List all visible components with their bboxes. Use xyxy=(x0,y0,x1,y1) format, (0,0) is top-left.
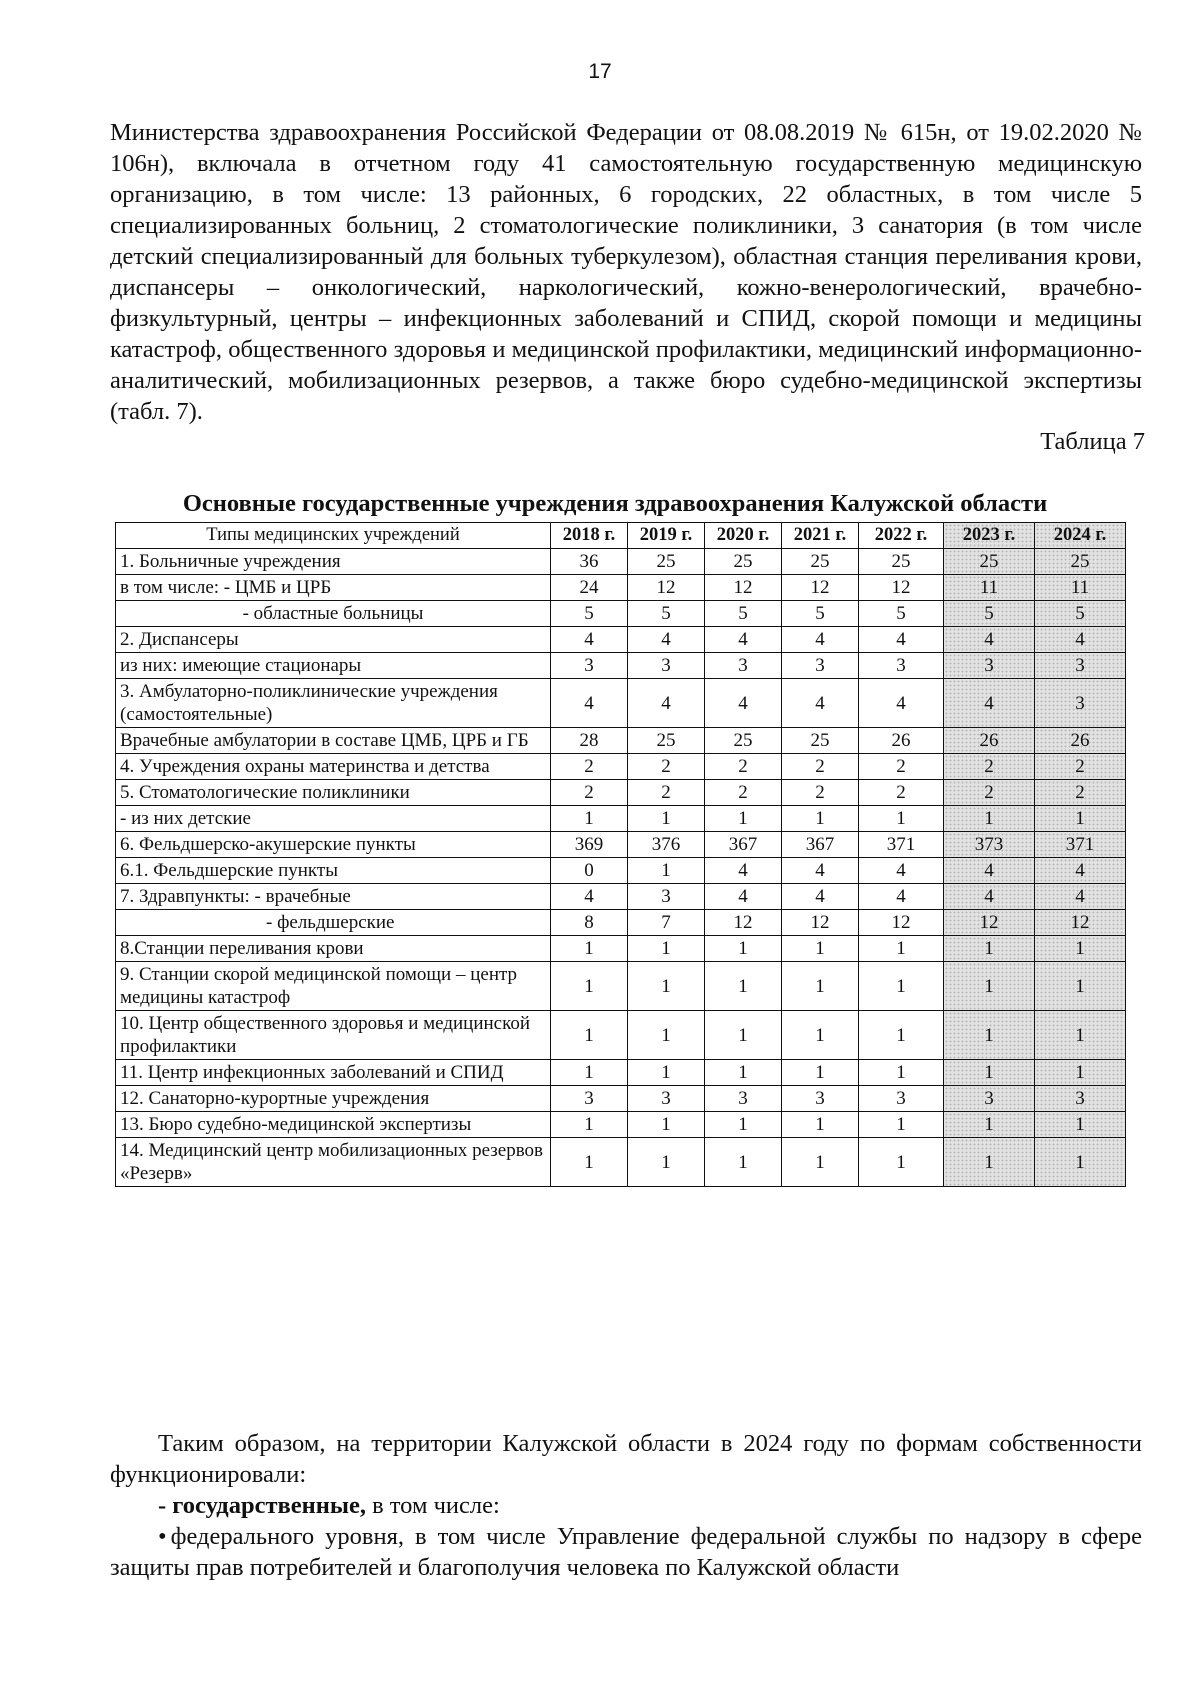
table-row xyxy=(116,884,1126,910)
cell-value: 4 xyxy=(1035,858,1126,884)
cell-value: 1 xyxy=(1035,806,1126,832)
cell-value: 1 xyxy=(944,962,1035,1011)
cell-value: 1 xyxy=(782,1060,859,1086)
cell-value: 1 xyxy=(859,1112,944,1138)
row-name: - из них детские xyxy=(116,806,551,832)
table-row xyxy=(116,780,1126,806)
cell-value: 2 xyxy=(628,780,705,806)
row-name: 11. Центр инфекционных заболеваний и СПИД xyxy=(116,1060,551,1086)
cell-value: 2 xyxy=(1035,780,1126,806)
table-row xyxy=(116,627,1126,653)
ownership-line xyxy=(110,1490,1142,1521)
cell-value: 3 xyxy=(551,653,628,679)
cell-value: 1 xyxy=(628,1138,705,1187)
cell-value: 25 xyxy=(705,549,782,575)
cell-value: 1 xyxy=(551,1138,628,1187)
cell-value: 25 xyxy=(628,728,705,754)
header-year: 2018 г. xyxy=(551,523,628,549)
cell-value: 4 xyxy=(782,627,859,653)
cell-value: 25 xyxy=(1035,549,1126,575)
cell-value: 5 xyxy=(628,601,705,627)
cell-value: 12 xyxy=(859,910,944,936)
table-row xyxy=(116,549,1126,575)
bullet-item xyxy=(110,1521,1142,1583)
table-row xyxy=(116,858,1126,884)
row-name: Врачебные амбулатории в составе ЦМБ, ЦРБ и ГБ xyxy=(116,728,551,754)
cell-value: 4 xyxy=(944,884,1035,910)
table-row xyxy=(116,832,1126,858)
cell-value: 1 xyxy=(1035,1060,1126,1086)
cell-value: 3 xyxy=(628,653,705,679)
institutions-table xyxy=(115,522,1126,1187)
cell-value: 2 xyxy=(782,780,859,806)
cell-value: 12 xyxy=(705,575,782,601)
cell-value: 5 xyxy=(551,601,628,627)
cell-value: 2 xyxy=(944,780,1035,806)
cell-value: 25 xyxy=(944,549,1035,575)
cell-value: 4 xyxy=(782,858,859,884)
table-row xyxy=(116,910,1126,936)
cell-value: 1 xyxy=(1035,936,1126,962)
cell-value: 1 xyxy=(705,1112,782,1138)
cell-value: 12 xyxy=(944,910,1035,936)
cell-value: 4 xyxy=(944,627,1035,653)
cell-value: 3 xyxy=(1035,653,1126,679)
cell-value: 1 xyxy=(628,962,705,1011)
header-year: 2022 г. xyxy=(859,523,944,549)
cell-value: 1 xyxy=(1035,1011,1126,1060)
cell-value: 5 xyxy=(782,601,859,627)
table-row xyxy=(116,1138,1126,1187)
cell-value: 5 xyxy=(705,601,782,627)
row-name: 3. Амбулаторно-поликлинические учреждения (самостоятельные) xyxy=(116,679,551,728)
cell-value: 12 xyxy=(859,575,944,601)
cell-value: 5 xyxy=(1035,601,1126,627)
table-row xyxy=(116,653,1126,679)
cell-value: 4 xyxy=(705,679,782,728)
cell-value: 25 xyxy=(859,549,944,575)
intro-paragraph: Министерства здравоохранения Российской Федерации от 08.08.2019 № 615н, от 19.02.2020 № 106н), включала в отчетном году 41 самостоятельную государственную медицинскую организацию, в том числе: 13 районных, 6 городских, 22 областных, в том числе 5 специализированных больниц, 2 стоматологические поликлиники, 3 санатория (в том числе детский специализированный для больных туберкулезом), областная станция переливания крови, диспансеры – онкологический, наркологический, кожно-венерологический, врачебно-физкультурный, центры – инфекционных заболеваний и СПИД, скорой помощи и медицины катастроф, общественного здоровья и медицинской профилактики, медицинский информационно-аналитический, мобилизационных резервов, а также бюро судебно-медицинской экспертизы (табл. 7). xyxy=(110,119,1142,425)
table-row xyxy=(116,1060,1126,1086)
cell-value: 3 xyxy=(859,1086,944,1112)
table-title: Основные государственные учреждения здравоохранения Калужской области xyxy=(182,490,1048,517)
ownership-label-rest: в том числе: xyxy=(365,1492,500,1519)
table-row xyxy=(116,962,1126,1011)
header-year: 2023 г. xyxy=(944,523,1035,549)
cell-value: 4 xyxy=(859,679,944,728)
cell-value: 4 xyxy=(859,627,944,653)
cell-value: 2 xyxy=(859,780,944,806)
cell-value: 25 xyxy=(628,549,705,575)
cell-value: 12 xyxy=(782,910,859,936)
cell-value: 2 xyxy=(705,780,782,806)
cell-value: 4 xyxy=(705,884,782,910)
cell-value: 2 xyxy=(944,754,1035,780)
cell-value: 3 xyxy=(782,653,859,679)
row-name: 10. Центр общественного здоровья и медицинской профилактики xyxy=(116,1011,551,1060)
cell-value: 4 xyxy=(551,627,628,653)
table-row xyxy=(116,1011,1126,1060)
cell-value: 1 xyxy=(859,962,944,1011)
cell-value: 3 xyxy=(944,1086,1035,1112)
cell-value: 2 xyxy=(782,754,859,780)
row-name: 7. Здравпункты: - врачебные xyxy=(116,884,551,910)
cell-value: 1 xyxy=(628,1060,705,1086)
cell-value: 2 xyxy=(705,754,782,780)
row-name: из них: имеющие стационары xyxy=(116,653,551,679)
row-name: 4. Учреждения охраны материнства и детства xyxy=(116,754,551,780)
cell-value: 1 xyxy=(551,806,628,832)
cell-value: 12 xyxy=(628,575,705,601)
cell-value: 371 xyxy=(859,832,944,858)
header-name: Типы медицинских учреждений xyxy=(116,523,551,549)
row-name: - фельдшерские xyxy=(116,910,551,936)
table-row xyxy=(116,936,1126,962)
cell-value: 11 xyxy=(1035,575,1126,601)
cell-value: 1 xyxy=(944,1011,1035,1060)
row-name: 6. Фельдшерско-акушерские пункты xyxy=(116,832,551,858)
table-row xyxy=(116,754,1126,780)
row-name: 14. Медицинский центр мобилизационных резервов «Резерв» xyxy=(116,1138,551,1187)
row-name: 13. Бюро судебно-медицинской экспертизы xyxy=(116,1112,551,1138)
cell-value: 4 xyxy=(628,679,705,728)
cell-value: 1 xyxy=(705,936,782,962)
cell-value: 26 xyxy=(944,728,1035,754)
cell-value: 26 xyxy=(859,728,944,754)
cell-value: 2 xyxy=(859,754,944,780)
cell-value: 11 xyxy=(944,575,1035,601)
cell-value: 12 xyxy=(782,575,859,601)
cell-value: 1 xyxy=(944,1138,1035,1187)
cell-value: 3 xyxy=(1035,679,1126,728)
cell-value: 1 xyxy=(782,962,859,1011)
cell-value: 2 xyxy=(551,780,628,806)
cell-value: 1 xyxy=(551,1060,628,1086)
table-row xyxy=(116,1112,1126,1138)
cell-value: 1 xyxy=(859,1060,944,1086)
row-name: 1. Больничные учреждения xyxy=(116,549,551,575)
row-name: - областные больницы xyxy=(116,601,551,627)
cell-value: 25 xyxy=(705,728,782,754)
cell-value: 1 xyxy=(782,936,859,962)
cell-value: 24 xyxy=(551,575,628,601)
cell-value: 5 xyxy=(944,601,1035,627)
cell-value: 1 xyxy=(551,962,628,1011)
cell-value: 4 xyxy=(859,858,944,884)
cell-value: 4 xyxy=(944,858,1035,884)
cell-value: 376 xyxy=(628,832,705,858)
cell-value: 4 xyxy=(705,627,782,653)
cell-value: 1 xyxy=(782,1138,859,1187)
cell-value: 8 xyxy=(551,910,628,936)
cell-value: 1 xyxy=(944,806,1035,832)
table-row xyxy=(116,1086,1126,1112)
table-row xyxy=(116,679,1126,728)
cell-value: 373 xyxy=(944,832,1035,858)
row-name: 5. Стоматологические поликлиники xyxy=(116,780,551,806)
cell-value: 1 xyxy=(782,1112,859,1138)
cell-value: 1 xyxy=(1035,1138,1126,1187)
cell-value: 25 xyxy=(782,549,859,575)
cell-value: 1 xyxy=(628,1112,705,1138)
bullet-icon: • xyxy=(158,1523,167,1550)
bullet-text: федерального уровня, в том числе Управление федеральной службы по надзору в сфере защиты прав потребителей и благополучия человека по Калужской области xyxy=(110,1523,1142,1581)
row-name: 8.Станции переливания крови xyxy=(116,936,551,962)
cell-value: 4 xyxy=(1035,884,1126,910)
row-name: 9. Станции скорой медицинской помощи – центр медицины катастроф xyxy=(116,962,551,1011)
row-name: 6.1. Фельдшерские пункты xyxy=(116,858,551,884)
cell-value: 4 xyxy=(782,884,859,910)
table-row xyxy=(116,806,1126,832)
cell-value: 3 xyxy=(944,653,1035,679)
cell-value: 4 xyxy=(782,679,859,728)
cell-value: 4 xyxy=(628,627,705,653)
cell-value: 26 xyxy=(1035,728,1126,754)
cell-value: 4 xyxy=(1035,627,1126,653)
cell-value: 28 xyxy=(551,728,628,754)
cell-value: 3 xyxy=(551,1086,628,1112)
ownership-label: - государственные, xyxy=(158,1492,366,1519)
cell-value: 1 xyxy=(782,806,859,832)
table-label: Таблица 7 xyxy=(1040,428,1145,455)
cell-value: 4 xyxy=(551,884,628,910)
cell-value: 1 xyxy=(944,936,1035,962)
row-name: в том числе: - ЦМБ и ЦРБ xyxy=(116,575,551,601)
cell-value: 3 xyxy=(628,884,705,910)
cell-value: 1 xyxy=(705,1060,782,1086)
cell-value: 1 xyxy=(705,962,782,1011)
table-row xyxy=(116,575,1126,601)
cell-value: 367 xyxy=(705,832,782,858)
cell-value: 1 xyxy=(705,1138,782,1187)
cell-value: 4 xyxy=(551,679,628,728)
cell-value: 1 xyxy=(628,858,705,884)
cell-value: 3 xyxy=(705,653,782,679)
header-year: 2024 г. xyxy=(1035,523,1126,549)
cell-value: 1 xyxy=(859,806,944,832)
cell-value: 3 xyxy=(705,1086,782,1112)
cell-value: 3 xyxy=(1035,1086,1126,1112)
table-row xyxy=(116,728,1126,754)
cell-value: 25 xyxy=(782,728,859,754)
cell-value: 12 xyxy=(705,910,782,936)
cell-value: 1 xyxy=(705,1011,782,1060)
cell-value: 3 xyxy=(782,1086,859,1112)
cell-value: 1 xyxy=(859,936,944,962)
cell-value: 5 xyxy=(859,601,944,627)
cell-value: 369 xyxy=(551,832,628,858)
cell-value: 1 xyxy=(1035,962,1126,1011)
cell-value: 1 xyxy=(551,1112,628,1138)
conclusion-paragraph: Таким образом, на территории Калужской области в 2024 году по формам собственности функционировали: xyxy=(110,1430,1142,1488)
cell-value: 3 xyxy=(859,653,944,679)
cell-value: 4 xyxy=(705,858,782,884)
cell-value: 1 xyxy=(944,1112,1035,1138)
cell-value: 2 xyxy=(551,754,628,780)
cell-value: 4 xyxy=(944,679,1035,728)
row-name: 12. Санаторно-курортные учреждения xyxy=(116,1086,551,1112)
cell-value: 12 xyxy=(1035,910,1126,936)
cell-value: 1 xyxy=(628,936,705,962)
cell-value: 1 xyxy=(705,806,782,832)
cell-value: 371 xyxy=(1035,832,1126,858)
cell-value: 1 xyxy=(859,1011,944,1060)
cell-value: 0 xyxy=(551,858,628,884)
cell-value: 367 xyxy=(782,832,859,858)
table-body xyxy=(116,549,1126,1187)
page-number: 17 xyxy=(588,60,612,83)
header-year: 2021 г. xyxy=(782,523,859,549)
header-year: 2019 г. xyxy=(628,523,705,549)
cell-value: 1 xyxy=(859,1138,944,1187)
cell-value: 2 xyxy=(1035,754,1126,780)
cell-value: 1 xyxy=(628,1011,705,1060)
table-row xyxy=(116,601,1126,627)
cell-value: 1 xyxy=(551,936,628,962)
cell-value: 1 xyxy=(782,1011,859,1060)
cell-value: 7 xyxy=(628,910,705,936)
table-header-row xyxy=(116,523,1126,549)
row-name: 2. Диспансеры xyxy=(116,627,551,653)
header-year: 2020 г. xyxy=(705,523,782,549)
cell-value: 3 xyxy=(628,1086,705,1112)
cell-value: 1 xyxy=(944,1060,1035,1086)
cell-value: 4 xyxy=(859,884,944,910)
cell-value: 2 xyxy=(628,754,705,780)
cell-value: 36 xyxy=(551,549,628,575)
cell-value: 1 xyxy=(1035,1112,1126,1138)
cell-value: 1 xyxy=(628,806,705,832)
cell-value: 1 xyxy=(551,1011,628,1060)
